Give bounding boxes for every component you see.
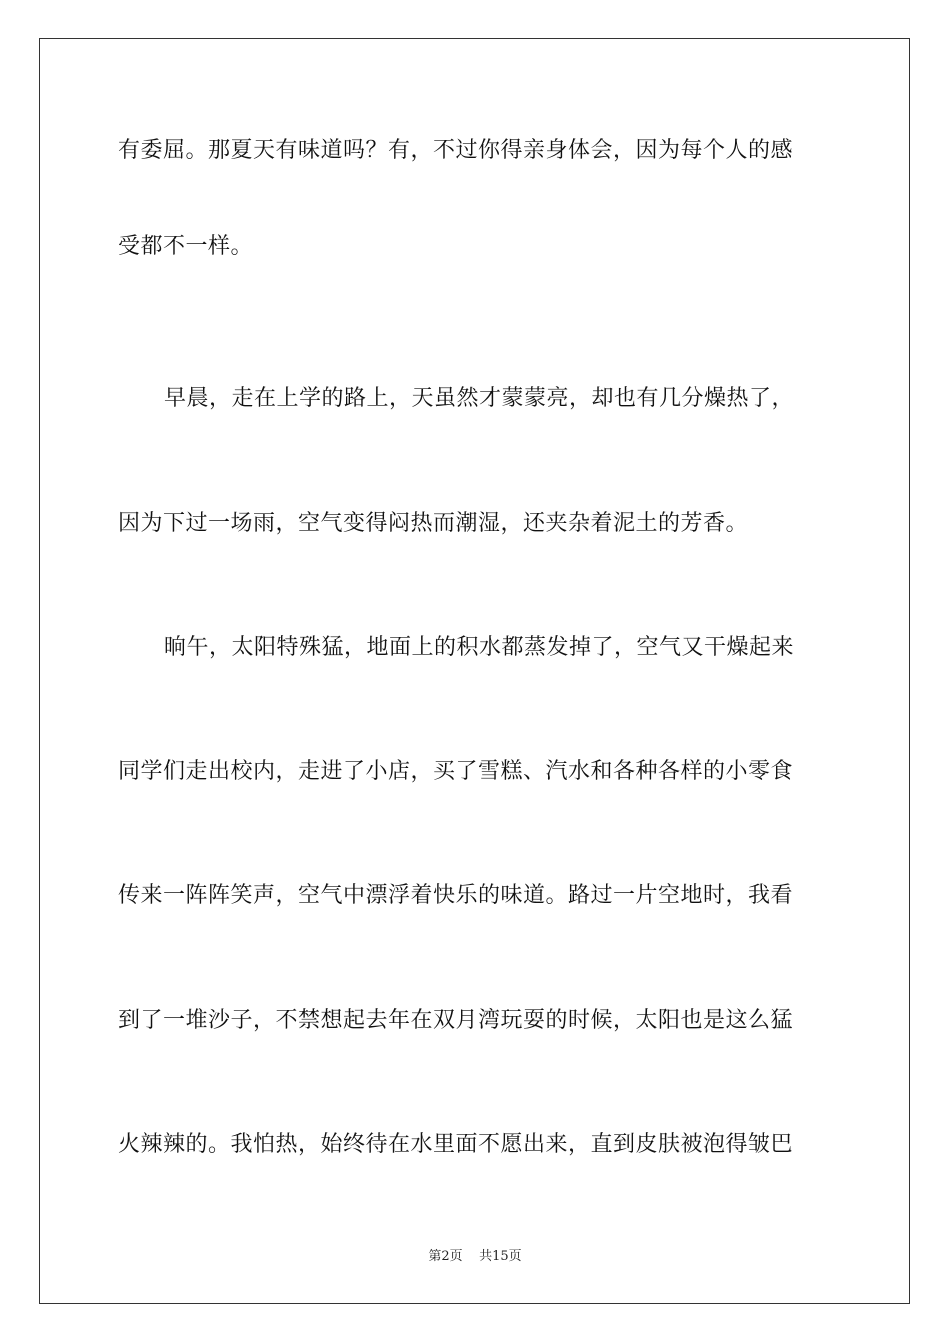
text-line-6: 同学们走出校内，走进了小店，买了雪糕、汽水和各种各样的小零食 — [118, 759, 794, 784]
text-line-9: 火辣辣的。我怕热，始终待在水里面不愿出来，直到皮肤被泡得皱巴 — [118, 1132, 794, 1157]
text-line-2: 受都不一样。 — [118, 234, 254, 259]
text-line-5: 晌午，太阳特殊猛，地面上的积水都蒸发掉了，空气又干燥起来 — [164, 635, 795, 660]
text-line-7: 传来一阵阵笑声，空气中漂浮着快乐的味道。路过一片空地时，我看 — [118, 883, 794, 908]
text-line-8: 到了一堆沙子，不禁想起去年在双月湾玩耍的时候，太阳也是这么猛 — [118, 1008, 794, 1033]
page-number: 第2页 — [428, 1249, 463, 1264]
text-line-1: 有委屈。那夏天有味道吗？有，不过你得亲身体会，因为每个人的感 — [118, 138, 794, 163]
text-line-3: 早晨，走在上学的路上，天虽然才蒙蒙亮，却也有几分燥热了， — [164, 386, 795, 411]
page-total: 共15页 — [479, 1249, 522, 1264]
page-footer — [0, 1248, 950, 1266]
text-line-4: 因为下过一场雨，空气变得闷热而潮湿，还夹杂着泥土的芳香。 — [118, 511, 749, 536]
page-border — [39, 38, 910, 1304]
